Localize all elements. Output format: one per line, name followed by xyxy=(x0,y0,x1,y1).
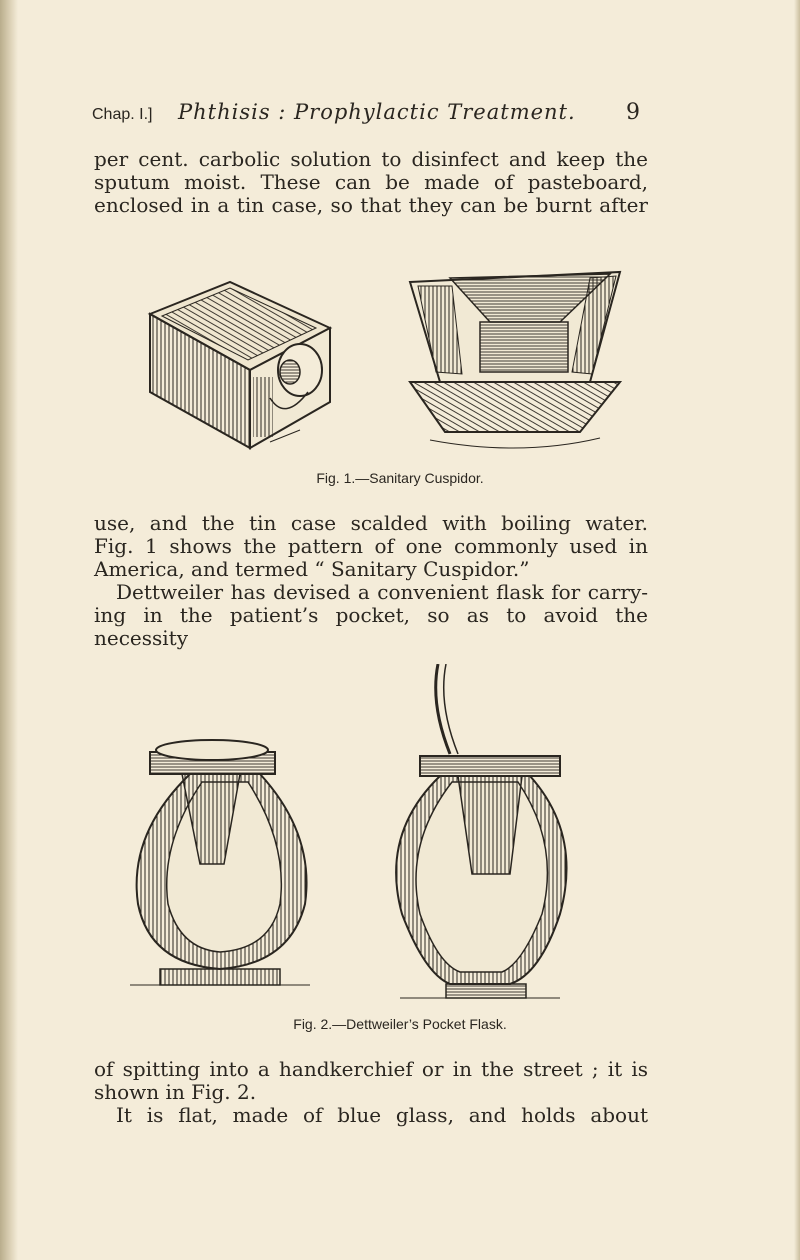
flask-front-view xyxy=(130,740,310,985)
text-line: It is flat, made of blue glass, and holds about xyxy=(116,1103,648,1127)
text-line: enclosed in a tin case, so that they can be burnt after xyxy=(94,193,648,217)
figure-1-sanitary-cuspidor-illustration xyxy=(140,252,660,464)
text-line: Dettweiler has devised a convenient flask for carry- xyxy=(116,580,648,604)
page-edge-shadow xyxy=(794,0,800,1260)
paragraph-1 xyxy=(94,148,648,217)
text-line: sputum moist. These can be made of pasteboard, xyxy=(94,170,648,194)
cuspidor-open-box xyxy=(150,282,330,448)
book-spine-shadow xyxy=(0,0,18,1260)
flask-cutaway-view xyxy=(396,664,566,998)
text-line: use, and the tin case scalded with boiling water. xyxy=(94,511,648,535)
text-line: America, and termed “ Sanitary Cuspidor.” xyxy=(94,557,530,581)
figure-1-caption: Fig. 1.—Sanitary Cuspidor. xyxy=(316,470,484,486)
text-line: ing in the patient’s pocket, so as to avoid the necessity xyxy=(94,603,648,650)
text-line: per cent. carbolic solution to disinfect and keep the xyxy=(94,147,648,171)
running-header xyxy=(92,100,640,130)
text-line: of spitting into a handkerchief or in the street ; it is xyxy=(94,1057,648,1081)
running-title: Phthisis : Prophylactic Treatment. xyxy=(178,100,576,124)
figure-2-pocket-flask-illustration xyxy=(120,664,680,1016)
text-line: shown in Fig. 2. xyxy=(94,1080,257,1104)
paragraph-3 xyxy=(94,581,648,650)
paragraph-5 xyxy=(94,1104,648,1127)
paragraph-2 xyxy=(94,512,648,581)
page-number: 9 xyxy=(626,100,640,125)
paragraph-4 xyxy=(94,1058,648,1104)
text-line: Fig. 1 shows the pattern of one commonly used in xyxy=(94,534,648,558)
chapter-label: Chap. I.] xyxy=(92,106,153,123)
figure-2-caption: Fig. 2.—Dettweiler’s Pocket Flask. xyxy=(293,1016,507,1032)
cuspidor-cutaway-view xyxy=(410,272,620,448)
